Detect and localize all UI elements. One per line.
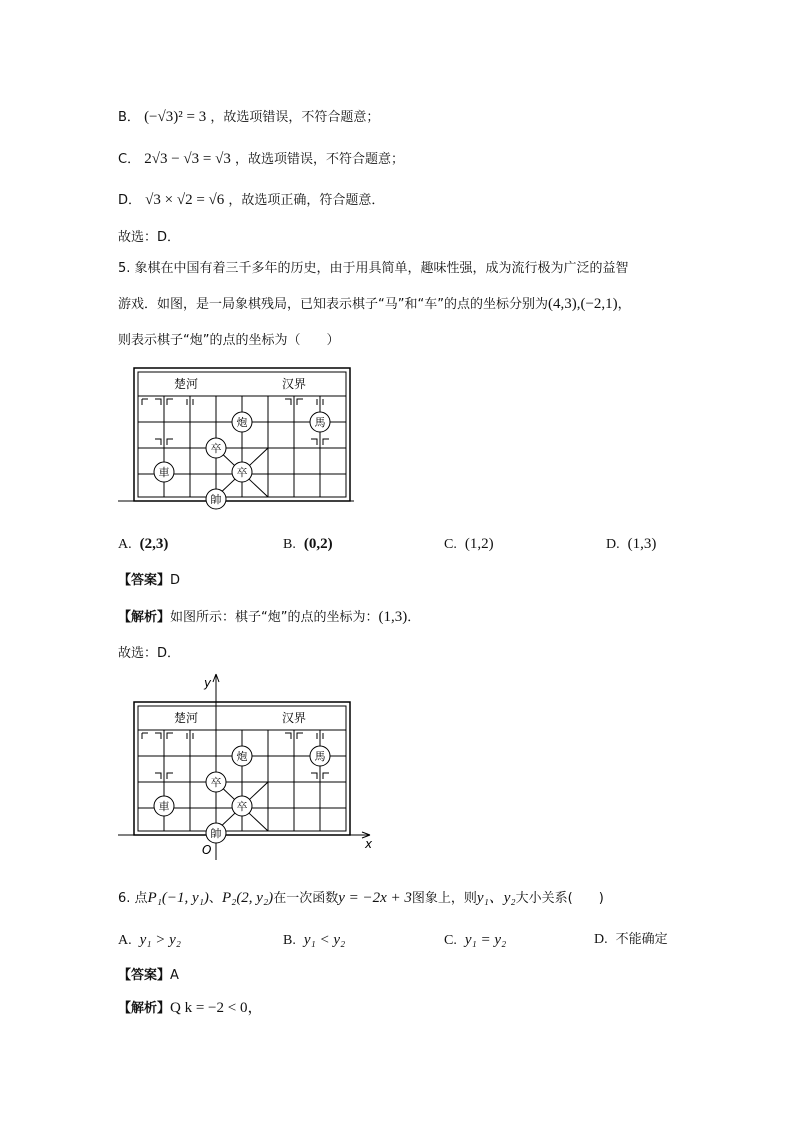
q5-analysis-end: ． xyxy=(407,610,421,625)
q5-line2-text: 游戏．如图，是一局象棋残局，已知表示棋子“马”和“车”的点的坐标分别为 xyxy=(118,297,548,312)
piece-zu-2: 卒 xyxy=(236,466,248,479)
q6-text-a: 6. 点 xyxy=(118,891,148,906)
q6-text-b: 在一次函数 xyxy=(273,891,339,906)
q5-option-b-value: (0,2) xyxy=(303,536,333,552)
q6-line1 xyxy=(118,888,604,909)
q6-analysis-tag: 【解析】 xyxy=(118,1001,171,1016)
option-c-formula: 2√3 − √3 = √3 xyxy=(144,151,231,167)
q5-option-b-label: B. xyxy=(283,537,296,552)
q5-line2-end: ， xyxy=(617,297,631,312)
q5-answer xyxy=(118,571,180,591)
option-c-line xyxy=(118,149,404,170)
river-right-text-2: 汉界 xyxy=(282,711,307,725)
q6-answer-tag: 【答案】 xyxy=(118,968,171,983)
q6-option-b-value: y₁ < y₂ xyxy=(303,932,346,948)
river-left-text: 楚河 xyxy=(174,377,199,391)
option-b-line xyxy=(118,107,379,128)
q5-option-d xyxy=(606,534,656,555)
option-d-formula: √3 × √2 = √6 xyxy=(145,192,225,208)
q5-option-d-value: (1,3) xyxy=(627,536,657,552)
q5-option-a-value: (2,3) xyxy=(139,536,169,552)
q6-option-d-label: D. xyxy=(594,932,608,947)
q6-answer xyxy=(118,966,179,986)
q5-line1: 5. 象棋在中国有着三千多年的历史，由于用具简单，趣味性强，成为流行极为广泛的益智 xyxy=(118,261,629,276)
q5-answer-value: D xyxy=(170,573,181,588)
q6-option-b-label: B. xyxy=(283,933,296,948)
q6-option-b xyxy=(283,930,345,951)
q5-option-a-label: A. xyxy=(118,537,132,552)
selection-1: 故选：D． xyxy=(118,230,181,245)
q6-point-p2: P₂(2, y₂) xyxy=(221,890,274,906)
chess-board-axes-figure xyxy=(118,672,380,860)
q6-y1y2: y₁、y₂ xyxy=(476,890,516,906)
piece-pao: 炮 xyxy=(236,416,248,429)
option-b-text: ，故选项错误，不符合题意； xyxy=(210,110,380,125)
piece-zu-1: 卒 xyxy=(210,442,222,455)
q6-option-d-value: 不能确定 xyxy=(615,932,668,947)
option-b-formula: (−√3)² = 3 xyxy=(144,109,207,125)
piece-pao-2: 炮 xyxy=(236,750,248,763)
q5-option-c-value: (1,2) xyxy=(464,536,494,552)
q5-analysis-coord: (1,3) xyxy=(378,609,408,625)
q5-line2 xyxy=(118,294,631,315)
q6-answer-value: A xyxy=(170,968,179,983)
piece-zu-3: 卒 xyxy=(210,776,222,789)
q6-text-c: 图象上，则 xyxy=(411,891,477,906)
q6-function: y = −2x + 3 xyxy=(338,890,412,906)
piece-shuai-2: 帥 xyxy=(210,827,222,840)
q6-text-d: 大小关系( ) xyxy=(515,891,604,906)
q6-option-c-label: C. xyxy=(444,933,457,948)
q5-option-a xyxy=(118,534,168,555)
q5-option-b xyxy=(283,534,333,555)
q5-option-c-label: C. xyxy=(444,537,457,552)
q6-option-d xyxy=(594,930,668,950)
q5-option-d-label: D. xyxy=(606,537,620,552)
q6-point-p1: P₁(−1, y₁) xyxy=(147,890,209,906)
q6-option-a-value: y₁ > y₂ xyxy=(139,932,181,948)
q5-line3: 则表示棋子“炮”的点的坐标为（ ） xyxy=(118,333,340,348)
chess-board-figure xyxy=(118,366,354,512)
option-d-label: D． xyxy=(118,193,142,208)
river-right-text: 汉界 xyxy=(282,377,307,391)
q6-option-c xyxy=(444,930,506,951)
piece-ju: 車 xyxy=(158,466,170,479)
option-d-line xyxy=(118,190,384,211)
piece-ma: 馬 xyxy=(314,416,326,429)
q6-analysis xyxy=(118,998,262,1019)
q6-option-a xyxy=(118,930,181,951)
q6-option-a-label: A. xyxy=(118,933,132,948)
q5-answer-tag: 【答案】 xyxy=(118,573,171,588)
origin-label: O xyxy=(202,843,212,857)
q5-analysis-tag: 【解析】 xyxy=(118,610,171,625)
piece-zu-4: 卒 xyxy=(236,800,248,813)
option-b-label: B． xyxy=(118,110,140,125)
y-axis-label: y xyxy=(204,676,212,690)
piece-ma-2: 馬 xyxy=(314,750,326,763)
piece-ju-2: 車 xyxy=(158,800,170,813)
option-c-text: ，故选项错误，不符合题意； xyxy=(234,152,404,167)
q5-coords: (4,3),(−2,1) xyxy=(547,296,618,312)
q5-analysis-text: 如图所示：棋子“炮”的点的坐标为： xyxy=(170,610,379,625)
option-c-label: C． xyxy=(118,152,141,167)
q6-analysis-text: Q k = −2 < 0， xyxy=(170,1000,263,1016)
river-left-text-2: 楚河 xyxy=(174,711,199,725)
q6-option-c-value: y₁ = y₂ xyxy=(464,932,507,948)
q5-option-c xyxy=(444,534,494,555)
x-axis-label: x xyxy=(365,837,373,851)
piece-shuai: 帥 xyxy=(210,493,222,506)
q5-selection: 故选：D． xyxy=(118,646,181,661)
q5-analysis xyxy=(118,607,420,628)
q6-sep: 、 xyxy=(208,891,222,906)
option-d-text: ，故选项正确，符合题意． xyxy=(228,193,385,208)
